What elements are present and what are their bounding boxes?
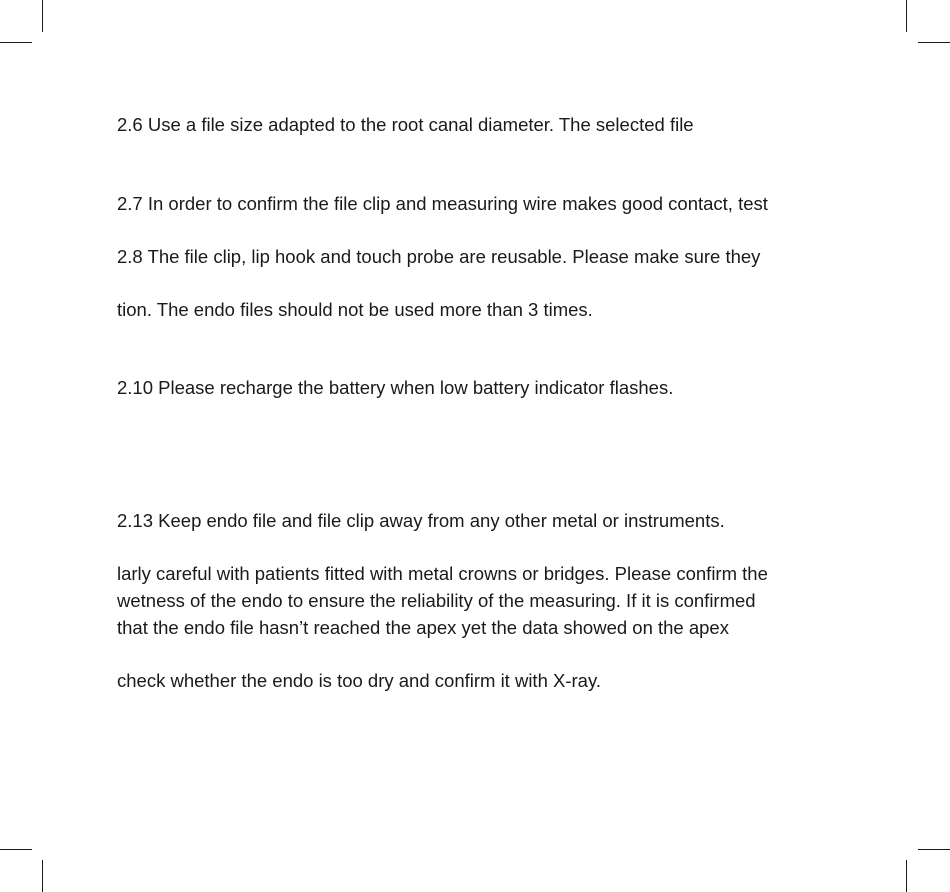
crop-mark-bottom-left-horizontal	[0, 849, 32, 850]
crop-mark-bottom-right-vertical	[906, 860, 907, 892]
text-line-2-6: 2.6 Use a file size adapted to the root canal diameter. The selected file	[117, 114, 694, 135]
crop-mark-top-left-horizontal	[0, 42, 32, 43]
text-line-check-whether: check whether the endo is too dry and confirm it with X-ray.	[117, 670, 601, 691]
text-line-larly-careful: larly careful with patients fitted with metal crowns or bridges. Please confirm the	[117, 563, 768, 584]
text-line-tion: tion. The endo files should not be used more than 3 times.	[117, 299, 593, 320]
text-line-2-10: 2.10 Please recharge the battery when low battery indicator flashes.	[117, 377, 674, 398]
text-line-2-8: 2.8 The file clip, lip hook and touch probe are reusable. Please make sure they	[117, 246, 761, 267]
crop-mark-bottom-right-horizontal	[918, 849, 950, 850]
text-line-wetness: wetness of the endo to ensure the reliability of the measuring. If it is confirmed	[117, 590, 756, 611]
crop-mark-top-left-vertical	[42, 0, 43, 32]
crop-mark-top-right-horizontal	[918, 42, 950, 43]
crop-mark-bottom-left-vertical	[42, 860, 43, 892]
text-line-2-13: 2.13 Keep endo file and file clip away from any other metal or instruments.	[117, 510, 725, 531]
text-line-that-endo-file: that the endo file hasn’t reached the apex yet the data showed on the apex	[117, 617, 729, 638]
text-line-2-7: 2.7 In order to confirm the file clip and measuring wire makes good contact, test	[117, 193, 768, 214]
crop-mark-top-right-vertical	[906, 0, 907, 32]
